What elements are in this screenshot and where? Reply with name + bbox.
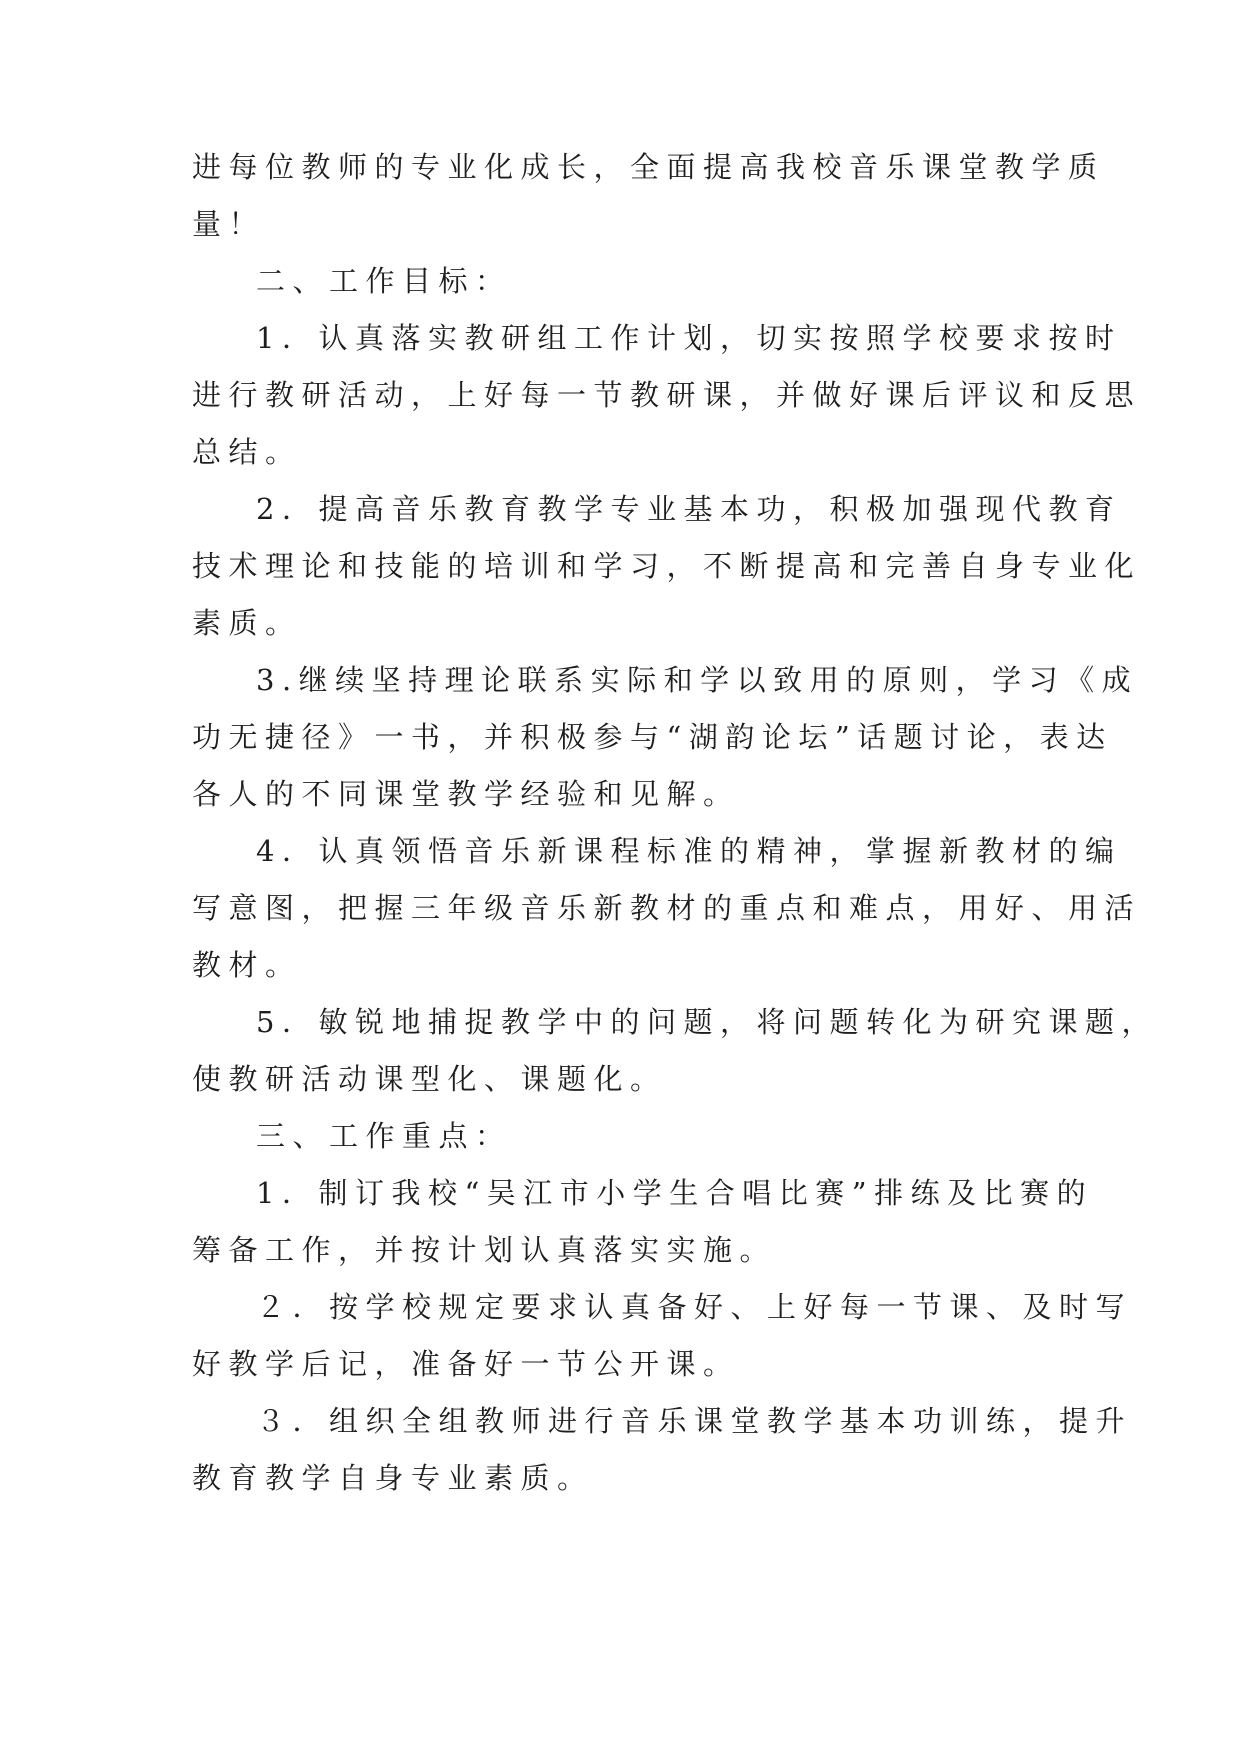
- section-heading-focus: 三、工作重点：: [256, 1119, 512, 1153]
- text-line: 写意图，把握三年级音乐新教材的重点和难点，用好、用活: [192, 891, 1142, 925]
- text-line: 进每位教师的专业化成长，全面提高我校音乐课堂教学质: [192, 150, 1105, 184]
- text-line: 使教研活动课型化、课题化。: [192, 1062, 667, 1096]
- text-line: 总结。: [192, 435, 302, 469]
- text-line: 5．敏锐地捕捉教学中的问题，将问题转化为研究课题，: [256, 1005, 1158, 1039]
- text-line: 4．认真领悟音乐新课程标准的精神，掌握新教材的编: [256, 834, 1122, 868]
- text-line: 2．提高音乐教育教学专业基本功，积极加强现代教育: [256, 492, 1122, 526]
- text-line: 技术理论和技能的培训和学习，不断提高和完善自身专业化: [192, 549, 1142, 583]
- text-line: 功无捷径》一书，并积极参与“湖韵论坛”话题讨论，表达: [192, 720, 1113, 754]
- text-line: ３．组织全组教师进行音乐课堂教学基本功训练，提升: [256, 1404, 1133, 1438]
- text-line: ２．按学校规定要求认真备好、上好每一节课、及时写: [256, 1290, 1133, 1324]
- text-line: 各人的不同课堂教学经验和见解。: [192, 777, 740, 811]
- text-line: 1．认真落实教研组工作计划，切实按照学校要求按时: [256, 321, 1122, 355]
- text-line: 教育教学自身专业素质。: [192, 1461, 594, 1495]
- text-line: 进行教研活动，上好每一节教研课，并做好课后评议和反思: [192, 378, 1142, 412]
- text-line: 量！: [192, 207, 266, 241]
- text-line: 1．制订我校“吴江市小学生合唱比赛”排练及比赛的: [256, 1176, 1094, 1210]
- text-line: 素质。: [192, 606, 302, 640]
- text-line: 3.继续坚持理论联系实际和学以致用的原则，学习《成: [256, 663, 1139, 697]
- section-heading-goals: 二、工作目标：: [256, 264, 512, 298]
- text-line: 教材。: [192, 948, 302, 982]
- text-line: 筹备工作，并按计划认真落实实施。: [192, 1233, 777, 1267]
- text-line: 好教学后记，准备好一节公开课。: [192, 1347, 740, 1381]
